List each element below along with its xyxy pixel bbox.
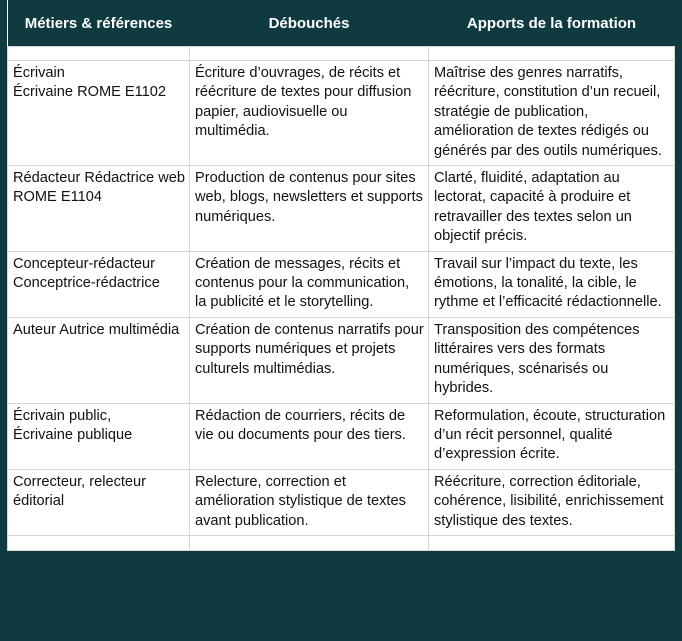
table-row — [8, 166, 675, 252]
table-row — [8, 469, 675, 535]
cell-debouches: Rédaction de courriers, récits de vie ou documents pour des tiers. — [190, 403, 429, 469]
cell-metier — [8, 251, 190, 317]
metier-line: Rédacteur Rédactrice web ROME E1104 — [13, 170, 185, 206]
cell-debouches: Création de contenus narratifs pour supports numériques et projets culturels multimédias. — [190, 317, 429, 403]
cell-debouches: Relecture, correction et amélioration stylistique de textes avant publication. — [190, 469, 429, 535]
cell-metier — [8, 61, 190, 166]
careers-table — [7, 0, 675, 551]
table-spacer-row — [8, 535, 675, 550]
header-apports: Apports de la formation — [429, 0, 675, 47]
metier-line: Correcteur, relecteur éditorial — [13, 473, 147, 510]
cell-apports: Maîtrise des genres narratifs, réécriture, constitution d’un recueil, stratégie de publication, amélioration de textes rédigés ou générés par des outils numériques. — [429, 61, 675, 166]
cell-apports: Clarté, fluidité, adaptation au lectorat, capacité à produire et retravailler des textes selon un objectif précis. — [429, 166, 675, 252]
table-row — [8, 251, 675, 317]
cell-debouches: Écriture d’ouvrages, de récits et réécriture de textes pour diffusion papier, audiovisuelle ou multimédia. — [190, 61, 429, 166]
cell-apports: Réécriture, correction éditoriale, cohérence, lisibilité, enrichissement stylistique des textes. — [429, 469, 675, 535]
table-spacer-row — [8, 47, 675, 61]
metier-line: Conceptrice-rédactrice — [13, 275, 160, 292]
cell-metier — [8, 469, 190, 535]
table-row — [8, 403, 675, 469]
table-row — [8, 61, 675, 166]
cell-metier — [8, 166, 190, 252]
metier-line: Concepteur-rédacteur — [13, 255, 155, 272]
metier-line: Écrivain public, — [13, 407, 112, 424]
metier-line: Écrivaine publique — [13, 426, 133, 443]
metier-line: Écrivain — [13, 65, 65, 81]
cell-apports: Travail sur l’impact du texte, les émotions, la tonalité, la cible, le rythme et l’efficacité rédactionnelle. — [429, 251, 675, 317]
table-row — [8, 317, 675, 403]
cell-debouches: Production de contenus pour sites web, blogs, newsletters et supports numériques. — [190, 166, 429, 252]
cell-metier — [8, 403, 190, 469]
table-header — [8, 0, 675, 47]
cell-apports: Transposition des compétences littéraires vers des formats numériques, scénarisés ou hybrides. — [429, 317, 675, 403]
header-debouches: Débouchés — [190, 0, 429, 47]
metier-line: Écrivaine ROME E1102 — [13, 84, 167, 101]
table-body — [8, 47, 675, 551]
cell-metier — [8, 317, 190, 403]
metier-line: Auteur Autrice multimédia — [13, 321, 180, 338]
header-metiers: Métiers & références — [8, 0, 190, 47]
cell-apports: Reformulation, écoute, structuration d’un récit personnel, qualité d’expression écrite. — [429, 403, 675, 469]
cell-debouches: Création de messages, récits et contenus pour la communication, la publicité et le storytelling. — [190, 251, 429, 317]
